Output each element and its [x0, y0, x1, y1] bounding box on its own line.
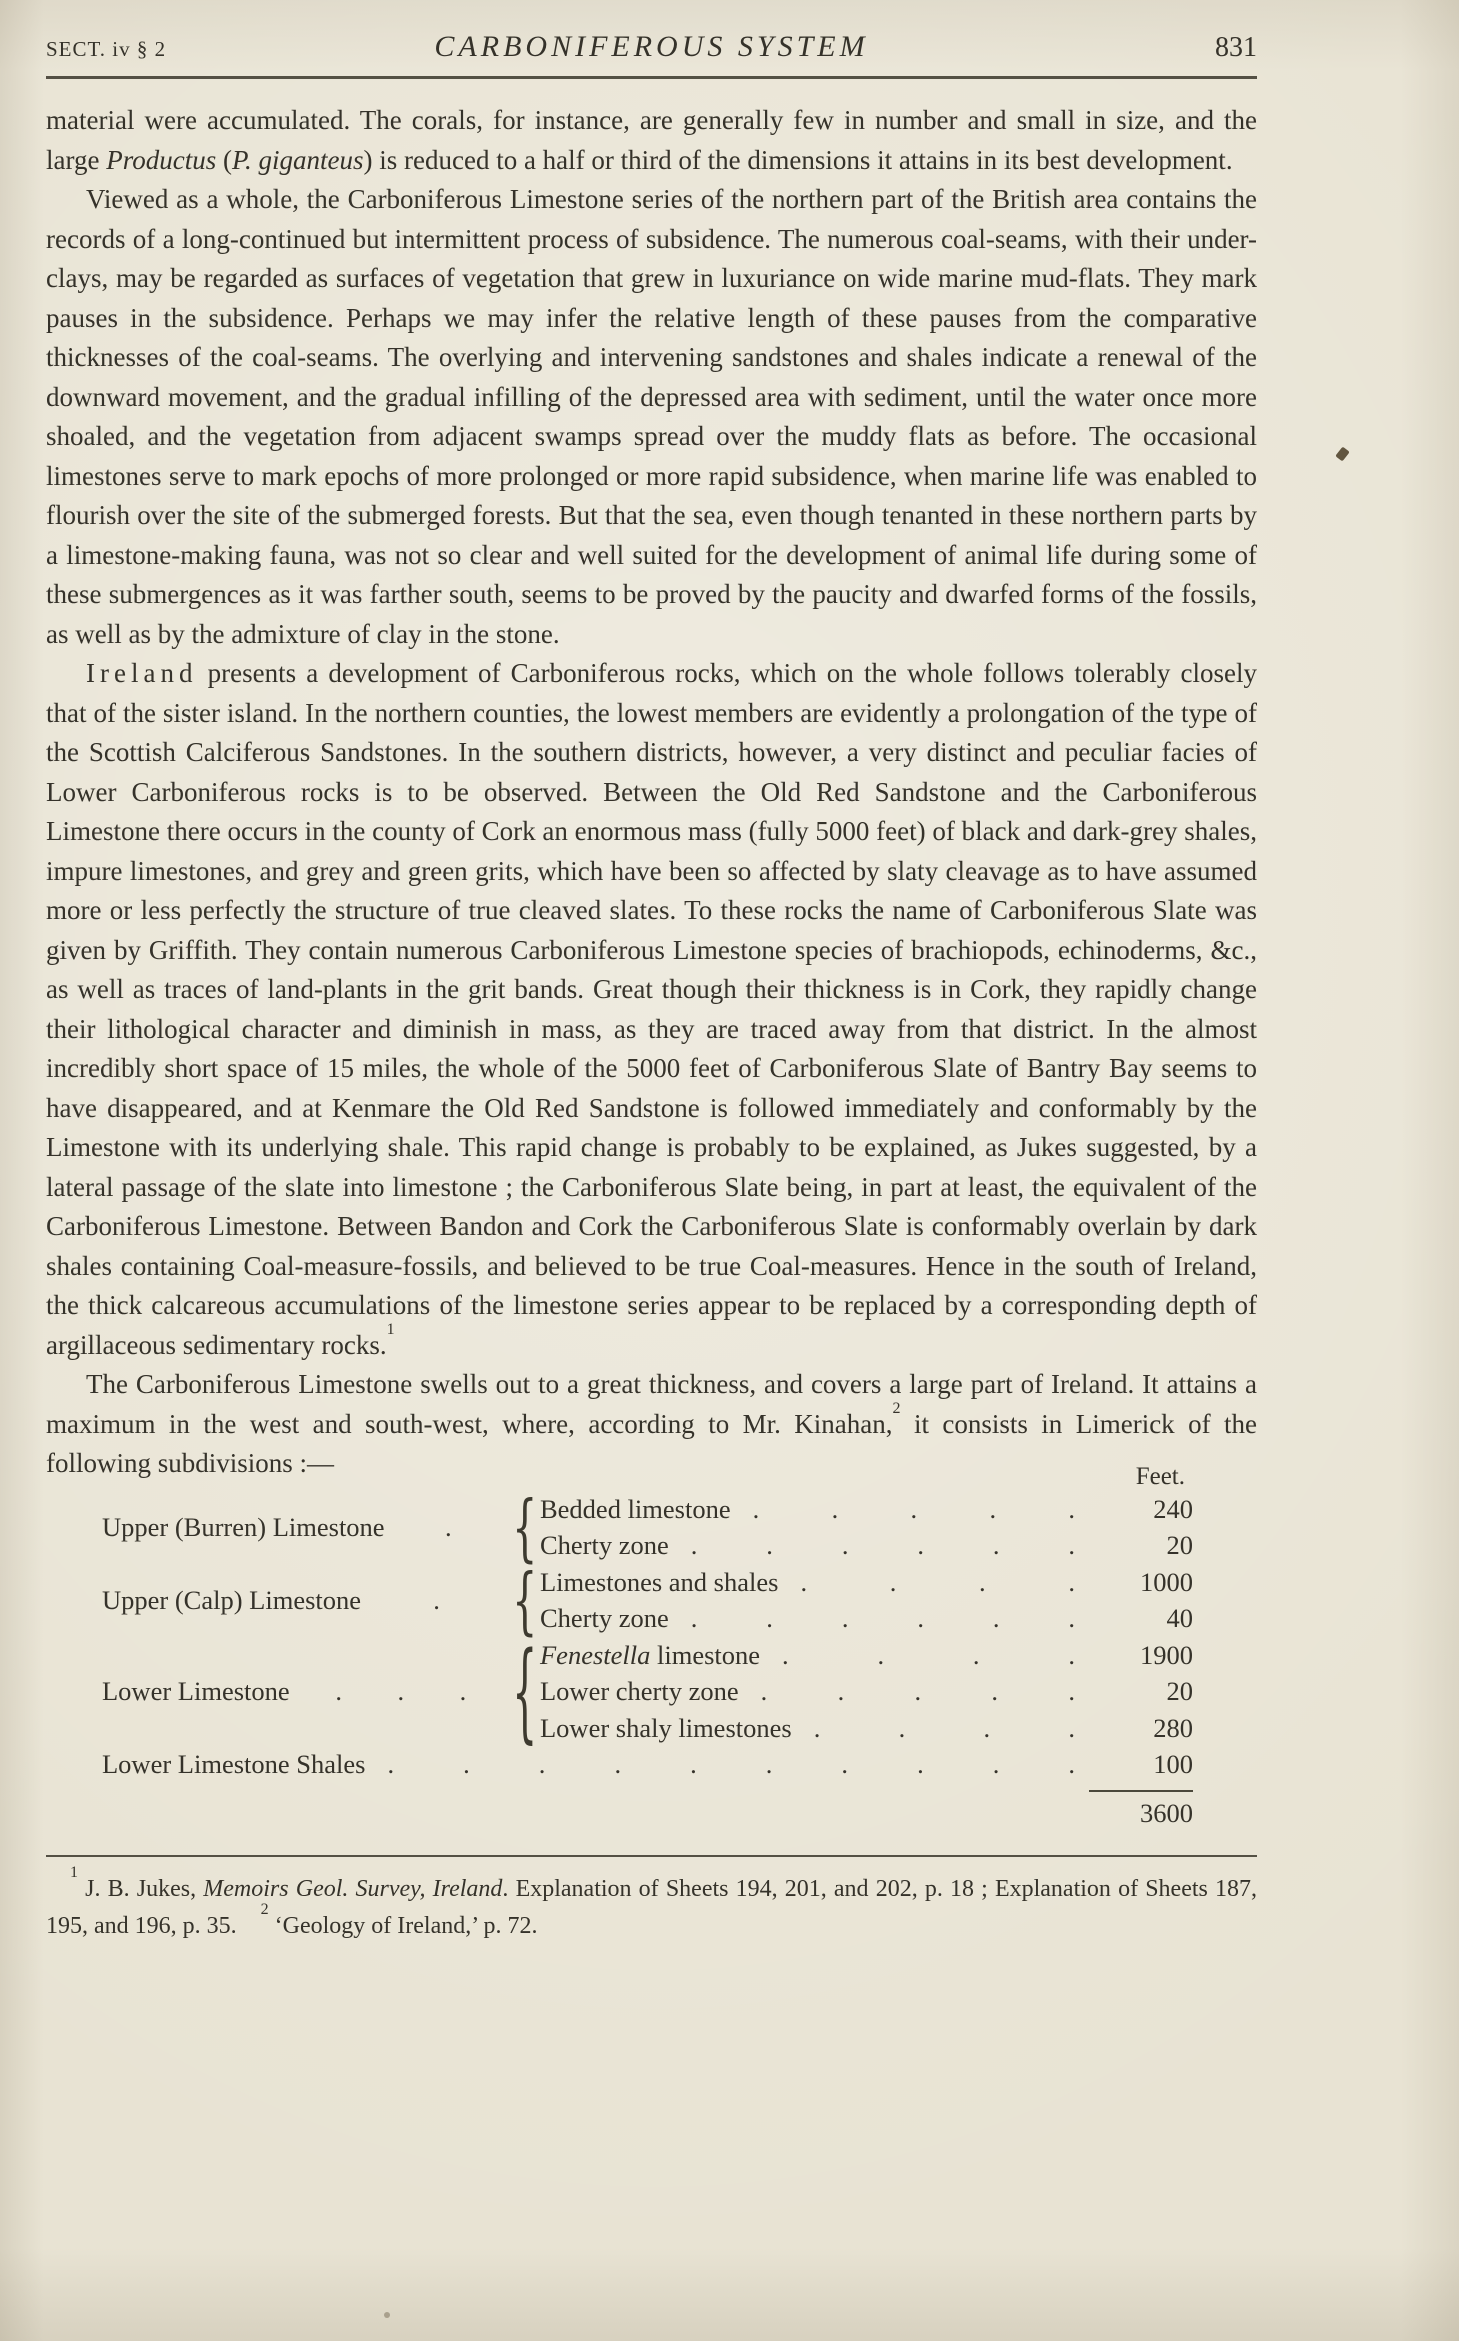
leader-dot: . — [983, 1712, 991, 1743]
subdivisions-table — [46, 1462, 1257, 1829]
row-value: 20 — [1166, 1676, 1193, 1706]
italic-text: Fenestella — [540, 1639, 651, 1670]
italic-text: P. giganteus — [231, 144, 364, 175]
table-row — [540, 1491, 1193, 1528]
leader-dot: . — [898, 1712, 906, 1743]
dot-leader — [792, 1710, 1101, 1747]
table-row — [540, 1637, 1193, 1674]
leader-dot: . — [765, 1749, 773, 1779]
table-row — [540, 1673, 1193, 1710]
row-name: Lower shaly limestones — [540, 1712, 792, 1743]
dot-leader — [290, 1676, 504, 1707]
table-row — [102, 1746, 1193, 1783]
italic-text: Memoirs Geol. Survey, Ireland — [203, 1875, 503, 1902]
header-rule — [46, 76, 1257, 79]
leader-dot: . — [989, 1493, 997, 1524]
leader-dot: . — [614, 1749, 622, 1779]
leader-dot: . — [690, 1749, 697, 1779]
paragraph: Viewed as a whole, the Carboniferous Limestone series of the northern part of the British area contains the records of a long-continued but intermittent process of subsidence. The numerous coal-seams, with their under-clays, may be regarded as surfaces of vegetation that grew in luxuriance on wide marine mud-flats. They mark pauses in the subsidence. Perhaps we may infer the relative length of these pauses from the comparative thicknesses of the coal-seams. The overlying and intervening sandstones and shales indicate a renewal of the downward movement, and the gradual infilling of the depressed area with sediment, until the water once more shoaled, and the vegetation from adjacent swamps spread over the muddy flats as before. The occasional limestones serve to mark epochs of more prolonged or more rapid subsidence, when marine life was enabled to flourish over the site of the submerged forests. But that the sea, even though tenanted in these northern parts by a limestone-making fauna, was not so clear and well suited for the development of animal life during some of these submergences as it was farther south, seems to be proved by the paucity and dwarfed forms of the fossils, as well as by the admixture of clay in the stone. — [46, 184, 1257, 649]
leader-dot: . — [910, 1493, 918, 1524]
leader-dot: . — [841, 1603, 849, 1633]
table-unit-label: Feet. — [1135, 1462, 1185, 1490]
dot-leader — [361, 1585, 504, 1616]
footnote-text: $^1$ J. B. Jukes, Memoirs Geol. Survey, Ireland. Explanation of Sheets 194, 201, and 202, p. 18 ; Explanation of Sheets 187, 195, and 196, p. 35. $^2$ ‘Geology of Ireland,’ p. 72. — [46, 1863, 1258, 1939]
table-group-label-text: Upper (Calp) Limestone — [102, 1584, 362, 1615]
body-text — [46, 101, 1257, 1484]
table-group — [46, 1628, 1257, 1755]
leader-dot: . — [877, 1639, 885, 1670]
table-group-label — [102, 1585, 504, 1616]
leader-dot: . — [335, 1675, 343, 1706]
leader-dot: . — [1068, 1530, 1075, 1560]
table-group-rows — [540, 1564, 1193, 1637]
leader-dot: . — [397, 1675, 405, 1706]
leader-dot: . — [972, 1639, 980, 1670]
row-name: Fenestella limestone — [540, 1639, 761, 1670]
leader-dot: . — [1068, 1493, 1075, 1524]
leader-dot: . — [1068, 1639, 1075, 1670]
dot-leader — [669, 1600, 1101, 1637]
dot-leader — [385, 1512, 504, 1543]
section-label: SECT. iv § 2 — [46, 37, 167, 61]
row-value: 20 — [1166, 1530, 1193, 1560]
leader-dot: . — [433, 1584, 440, 1615]
table-group-label — [102, 1676, 504, 1707]
leader-dot: . — [889, 1566, 897, 1597]
row-value: 40 — [1166, 1603, 1193, 1633]
leader-dot: . — [841, 1749, 849, 1779]
table-group-label-text: Lower Limestone — [102, 1675, 290, 1706]
leader-dot: . — [837, 1676, 845, 1706]
leader-dot: . — [992, 1749, 1000, 1779]
leader-dot: . — [766, 1530, 773, 1560]
table-row — [540, 1600, 1193, 1637]
leader-dot: . — [914, 1676, 922, 1706]
table-row — [540, 1564, 1193, 1601]
dot-leader — [365, 1746, 1101, 1783]
row-name: Cherty zone — [540, 1603, 669, 1633]
leader-dot: . — [782, 1639, 789, 1670]
leader-dot: . — [917, 1603, 924, 1633]
table-group-rows — [540, 1491, 1193, 1564]
dot-leader — [669, 1527, 1101, 1564]
dot-leader — [760, 1637, 1101, 1674]
leader-dot: . — [979, 1566, 986, 1597]
group-brace-icon: { — [512, 1484, 538, 1570]
leader-dot: . — [387, 1749, 395, 1779]
row-name: Lower cherty zone — [540, 1676, 739, 1706]
paragraph: Ireland presents a development of Carboniferous rocks, which on the whole follows tolerably closely that of the sister island. In the northern counties, the lowest members are evidently a prolongation of the type of the Scottish Calciferous Sandstones. In the southern districts, however, a very distinct and peculiar facies of Lower Carboniferous rocks is to be observed. Between the Old Red Sandstone and the Carboniferous Limestone there occurs in the county of Cork an enormous mass (fully 5000 feet) of black and dark-grey shales, impure limestones, and grey and green grits, which have been so affected by slaty cleavage as to have assumed more or less perfectly the structure of true cleaved slates. To these rocks the name of Carboniferous Slate was given by Griffith. They contain numerous Carboniferous Limestone species of brachiopods, echinoderms, &c., as well as traces of land-plants in the grit bands. Great though their thickness is in Cork, they rapidly change their lithological character and diminish in mass, as they are traced away from that district. In the almost incredibly short space of 15 miles, the whole of the 5000 feet of Carboniferous Slate of Bantry Bay seems to have disappeared, and at Kenmare the Old Red Sandstone is followed immediately and conformably by the Limestone with its underlying shale. This rapid change is probably to be explained, as Jukes suggested, by a lateral passage of the slate into limestone ; the Carboniferous Slate being, in part at least, the equivalent of the Carboniferous Limestone. Between Bandon and Cork the Carboniferous Slate is conformably overlain by dark shales containing Coal-measure-fossils, and believed to be true Coal-measures. Hence in the south of Ireland, the thick calcareous accumulations of the limestone series appear to be replaced by a corresponding depth of argillaceous sedimentary rocks.$^1$ — [46, 658, 1257, 1360]
italic-text: Productus — [106, 144, 217, 175]
group-brace-icon: { — [512, 1628, 538, 1755]
leader-dot: . — [917, 1530, 924, 1560]
table-row — [540, 1527, 1193, 1564]
table-group — [46, 1484, 1257, 1570]
footnote-rule — [46, 1855, 1257, 1857]
leader-dot: . — [813, 1712, 821, 1743]
row-value: 1000 — [1140, 1566, 1193, 1597]
row-name: Lower Limestone Shales — [102, 1749, 366, 1779]
leader-dot: . — [992, 1603, 1000, 1633]
dot-leader — [739, 1673, 1101, 1710]
row-value: 100 — [1153, 1749, 1193, 1779]
row-name: Limestones and shales — [540, 1566, 779, 1597]
row-value: 1900 — [1140, 1639, 1193, 1670]
row-name: Cherty zone — [540, 1530, 669, 1560]
leader-dot: . — [992, 1530, 1000, 1560]
leader-dot: . — [831, 1493, 839, 1524]
page-number: 831 — [1215, 32, 1257, 63]
leader-dot: . — [766, 1603, 773, 1633]
leader-dot: . — [917, 1749, 924, 1779]
table-groups — [46, 1484, 1257, 1783]
leader-dot: . — [1068, 1749, 1075, 1779]
table-group — [46, 1557, 1257, 1643]
leader-dot: . — [538, 1749, 546, 1779]
leader-dot: . — [991, 1676, 999, 1706]
table-group-label — [102, 1512, 504, 1543]
footnotes — [46, 1863, 1258, 1945]
table-total-value: 3600 — [1089, 1790, 1193, 1829]
footnote-ref: 2 — [892, 1399, 901, 1417]
leader-dot: . — [690, 1530, 698, 1560]
leader-dot: . — [760, 1676, 768, 1706]
table-row — [540, 1710, 1193, 1747]
footnote-ref: 1 — [386, 1320, 395, 1338]
leader-dot: . — [1068, 1566, 1075, 1597]
leader-dot: . — [841, 1530, 849, 1560]
leader-dot: . — [1068, 1676, 1075, 1706]
table-group-label-text: Upper (Burren) Limestone — [102, 1511, 385, 1542]
leader-dot: . — [1068, 1712, 1075, 1743]
table-total-row — [46, 1783, 1193, 1829]
footnote-ref: 1 — [70, 1863, 78, 1881]
row-value: 280 — [1153, 1712, 1193, 1743]
paragraph: material were accumulated. The corals, for instance, are generally few in number and small in size, and the large Productus (P. giganteus) is reduced to a half or third of the dimensions it attains in its best development. — [46, 105, 1257, 175]
leader-dot: . — [463, 1749, 470, 1779]
paragraph: The Carboniferous Limestone swells out to a great thickness, and covers a large part of Ireland. It attains a maximum in the west and south-west, where, according to Mr. Kinahan,$^2$ it consists in Limerick of the following subdivisions :— — [46, 1369, 1257, 1478]
group-brace-icon: { — [512, 1557, 538, 1643]
footnote-ref: 2 — [260, 1900, 269, 1918]
running-title: CARBONIFEROUS SYSTEM — [434, 30, 869, 63]
running-head — [46, 30, 1257, 64]
leader-dot: . — [690, 1603, 698, 1633]
leader-dot: . — [444, 1511, 452, 1542]
spaced-text: Ireland — [86, 658, 198, 688]
leader-dot: . — [1068, 1603, 1075, 1633]
leader-dot: . — [800, 1566, 808, 1597]
dot-leader — [731, 1491, 1101, 1528]
dot-leader — [778, 1564, 1101, 1601]
row-name: Bedded limestone — [540, 1493, 731, 1524]
leader-dot: . — [459, 1675, 467, 1706]
row-value: 240 — [1153, 1493, 1193, 1524]
table-group-rows — [540, 1637, 1193, 1747]
leader-dot: . — [752, 1493, 760, 1524]
